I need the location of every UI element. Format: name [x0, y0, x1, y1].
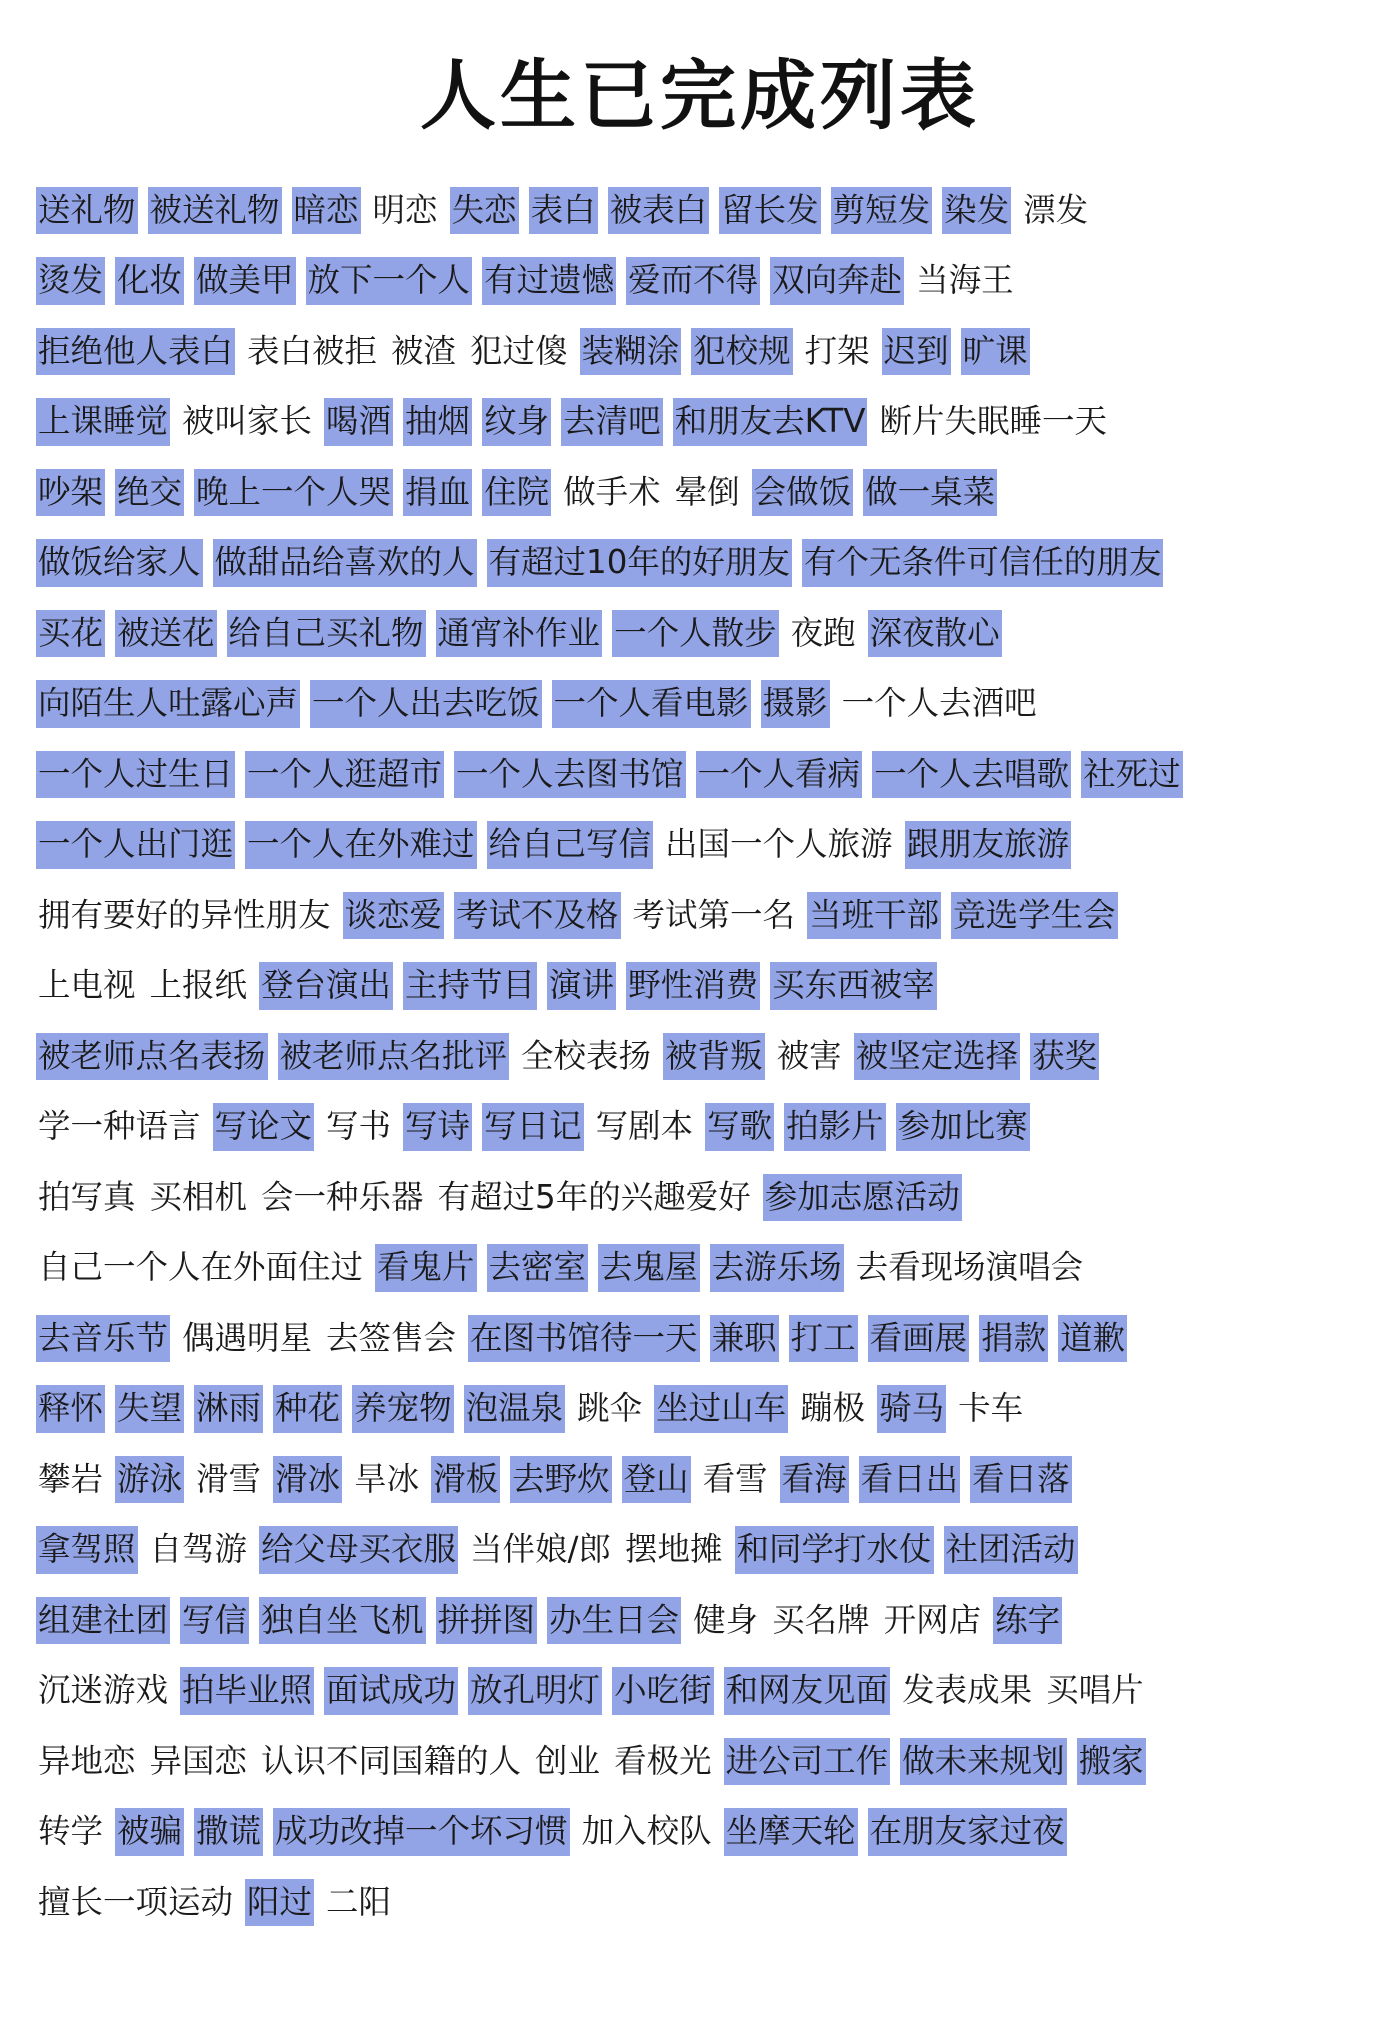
checklist-row	[36, 1444, 1376, 1515]
checklist-item-completed: 坐过山车	[654, 1385, 788, 1433]
checklist-item: 考试第一名	[632, 895, 796, 934]
checklist-item-completed: 被表白	[608, 187, 710, 235]
checklist-item-completed: 一个人出去吃饭	[310, 680, 542, 728]
checklist-item-completed: 游泳	[115, 1456, 184, 1504]
checklist-item-completed: 去野炊	[510, 1456, 612, 1504]
checklist-item: 偶遇明星	[182, 1318, 313, 1357]
checklist-item-completed: 绝交	[115, 469, 184, 517]
checklist-item: 会一种乐器	[261, 1177, 424, 1216]
checklist-item: 晕倒	[674, 472, 740, 511]
checklist-item-completed: 纹身	[482, 398, 551, 446]
checklist-item-completed: 看海	[780, 1456, 849, 1504]
checklist-item-completed: 给父母买衣服	[259, 1526, 458, 1574]
checklist-item-completed: 旷课	[961, 328, 1030, 376]
checklist-row	[36, 739, 1376, 810]
checklist-item-completed: 去密室	[487, 1244, 589, 1292]
checklist-row	[36, 387, 1376, 458]
checklist-item: 买名牌	[772, 1600, 870, 1639]
checklist-item-completed: 一个人过生日	[36, 751, 235, 799]
checklist-item-completed: 向陌生人吐露心声	[36, 680, 300, 728]
checklist-row	[36, 1585, 1376, 1656]
checklist-item-completed: 去清吧	[561, 398, 663, 446]
checklist-item-completed: 做饭给家人	[36, 539, 203, 587]
checklist-item-completed: 给自己买礼物	[227, 610, 426, 658]
checklist-item-completed: 摄影	[761, 680, 830, 728]
checklist-item-completed: 去游乐场	[710, 1244, 844, 1292]
checklist-row	[36, 1656, 1376, 1727]
checklist-item-completed: 和朋友去KTV	[673, 398, 868, 446]
checklist-item-completed: 做一桌菜	[863, 469, 997, 517]
checklist-item-completed: 有个无条件可信任的朋友	[802, 539, 1164, 587]
checklist-item-completed: 拍毕业照	[180, 1667, 314, 1715]
checklist-item-completed: 有过遗憾	[482, 257, 616, 305]
checklist-row	[36, 528, 1376, 599]
checklist-item: 当伴娘/郎	[470, 1530, 611, 1568]
checklist-item: 被害	[776, 1036, 842, 1075]
checklist-item: 看极光	[614, 1741, 712, 1780]
checklist-item-completed: 留长发	[719, 187, 821, 235]
checklist-item: 出国一个人旅游	[665, 825, 893, 863]
checklist-item-completed: 会做饭	[752, 469, 854, 517]
checklist-item: 蹦极	[800, 1389, 866, 1427]
checklist-item: 开网店	[883, 1600, 982, 1639]
checklist-item-completed: 双向奔赴	[770, 257, 904, 305]
checklist-item-completed: 被送花	[115, 610, 217, 658]
checklist-item-completed: 淋雨	[194, 1385, 263, 1433]
checklist-item-completed: 写诗	[403, 1103, 472, 1151]
life-checklist	[36, 175, 1376, 1938]
checklist-row	[36, 598, 1376, 669]
checklist-item: 攀岩	[38, 1459, 104, 1498]
checklist-item-completed: 被背叛	[663, 1033, 765, 1081]
checklist-item-completed: 上课睡觉	[36, 398, 170, 446]
checklist-row	[36, 1092, 1376, 1163]
checklist-item: 漂发	[1023, 190, 1089, 229]
checklist-item: 学一种语言	[38, 1107, 201, 1145]
checklist-row	[36, 1374, 1376, 1445]
checklist-item-completed: 道歉	[1058, 1315, 1127, 1363]
checklist-item-completed: 泡温泉	[464, 1385, 566, 1433]
checklist-item: 打架	[804, 331, 870, 370]
checklist-item: 全校表扬	[521, 1036, 652, 1075]
checklist-item-completed: 被坚定选择	[854, 1033, 1021, 1081]
checklist-item-completed: 搬家	[1077, 1738, 1146, 1786]
checklist-item: 卡车	[958, 1389, 1024, 1427]
checklist-item-completed: 在朋友家过夜	[868, 1808, 1067, 1856]
checklist-item-completed: 拍影片	[784, 1103, 886, 1151]
checklist-item-completed: 当班干部	[807, 892, 941, 940]
checklist-item-completed: 一个人去图书馆	[454, 751, 686, 799]
checklist-item: 有超过5年的兴趣爱好	[437, 1177, 751, 1216]
checklist-item-completed: 喝酒	[324, 398, 393, 446]
checklist-item: 被渣	[391, 331, 457, 370]
checklist-row	[36, 951, 1376, 1022]
checklist-item-completed: 拒绝他人表白	[36, 328, 235, 376]
checklist-item: 买唱片	[1046, 1671, 1144, 1709]
checklist-item-completed: 参加志愿活动	[763, 1174, 962, 1222]
checklist-item-completed: 表白	[529, 187, 598, 235]
checklist-item-completed: 一个人逛超市	[245, 751, 444, 799]
checklist-item-completed: 拿驾照	[36, 1526, 138, 1574]
checklist-row	[36, 457, 1376, 528]
checklist-item-completed: 登台演出	[259, 962, 393, 1010]
checklist-item-completed: 坐摩天轮	[724, 1808, 858, 1856]
checklist-item-completed: 兼职	[710, 1315, 779, 1363]
checklist-item-completed: 在图书馆待一天	[468, 1315, 700, 1363]
checklist-item-completed: 送礼物	[36, 187, 138, 235]
checklist-item-completed: 种花	[273, 1385, 342, 1433]
checklist-row	[36, 1021, 1376, 1092]
checklist-item-completed: 写歌	[705, 1103, 774, 1151]
checklist-item-completed: 化妆	[115, 257, 184, 305]
checklist-item-completed: 一个人看电影	[552, 680, 751, 728]
checklist-item-completed: 野性消费	[626, 962, 760, 1010]
checklist-row	[36, 1162, 1376, 1233]
checklist-item-completed: 一个人出门逛	[36, 821, 235, 869]
checklist-item-completed: 面试成功	[324, 1667, 458, 1715]
checklist-item-completed: 和同学打水仗	[735, 1526, 934, 1574]
checklist-row	[36, 175, 1376, 246]
checklist-item: 表白被拒	[247, 331, 378, 370]
checklist-item-completed: 看日出	[859, 1456, 961, 1504]
checklist-row	[36, 1797, 1376, 1868]
checklist-item-completed: 被送礼物	[148, 187, 282, 235]
checklist-item-completed: 参加比赛	[896, 1103, 1030, 1151]
checklist-item-completed: 有超过10年的好朋友	[487, 539, 792, 587]
checklist-item: 异地恋	[38, 1741, 136, 1780]
checklist-item-completed: 失望	[115, 1385, 184, 1433]
checklist-row	[36, 1515, 1376, 1586]
checklist-item-completed: 和网友见面	[724, 1667, 891, 1715]
checklist-row	[36, 1726, 1376, 1797]
checklist-item: 创业	[535, 1741, 601, 1780]
checklist-item-completed: 剪短发	[831, 187, 933, 235]
checklist-item: 写书	[326, 1107, 392, 1145]
checklist-item: 被叫家长	[182, 402, 313, 440]
page-title: 人生已完成列表	[420, 51, 980, 140]
checklist-item-completed: 暗恋	[292, 187, 361, 235]
checklist-item-completed: 滑板	[431, 1456, 500, 1504]
checklist-item-completed: 通宵补作业	[436, 610, 603, 658]
checklist-item-completed: 深夜散心	[868, 610, 1002, 658]
checklist-item: 跳伞	[577, 1389, 643, 1427]
checklist-item-completed: 失恋	[450, 187, 519, 235]
checklist-item-completed: 考试不及格	[454, 892, 621, 940]
checklist-item: 加入校队	[581, 1812, 712, 1850]
checklist-item-completed: 登山	[622, 1456, 691, 1504]
checklist-item-completed: 跟朋友旅游	[905, 821, 1072, 869]
checklist-item: 买相机	[149, 1177, 248, 1216]
checklist-item: 认识不同国籍的人	[261, 1741, 522, 1780]
checklist-item-completed: 放下一个人	[306, 257, 473, 305]
checklist-item-completed: 被骗	[115, 1808, 184, 1856]
checklist-item: 做手术	[563, 472, 661, 511]
checklist-item-completed: 抽烟	[403, 398, 472, 446]
checklist-item-completed: 写论文	[213, 1103, 315, 1151]
checklist-item: 摆地摊	[625, 1530, 723, 1568]
checklist-item-completed: 染发	[942, 187, 1011, 235]
checklist-item: 旱冰	[354, 1459, 420, 1498]
checklist-item: 夜跑	[790, 613, 856, 652]
checklist-item: 上报纸	[149, 966, 248, 1004]
checklist-item-completed: 一个人散步	[612, 610, 779, 658]
checklist-item: 拍写真	[38, 1177, 136, 1216]
checklist-item-completed: 捐款	[979, 1315, 1048, 1363]
checklist-item: 断片失眠睡一天	[879, 402, 1107, 440]
checklist-item-completed: 做未来规划	[900, 1738, 1067, 1786]
checklist-item: 明恋	[372, 190, 438, 229]
checklist-item-completed: 养宠物	[352, 1385, 454, 1433]
checklist-item-completed: 谈恋爱	[343, 892, 445, 940]
checklist-item-completed: 看画展	[868, 1315, 970, 1363]
checklist-item-completed: 获奖	[1030, 1033, 1099, 1081]
checklist-item-completed: 社死过	[1081, 751, 1183, 799]
checklist-item: 自驾游	[149, 1530, 248, 1568]
checklist-item-completed: 主持节目	[403, 962, 537, 1010]
checklist-item-completed: 放孔明灯	[468, 1667, 602, 1715]
checklist-item-completed: 打工	[789, 1315, 858, 1363]
checklist-item: 发表成果	[902, 1671, 1033, 1709]
checklist-item: 去看现场演唱会	[855, 1248, 1084, 1286]
checklist-item-completed: 被老师点名批评	[278, 1033, 510, 1081]
checklist-item-completed: 滑冰	[273, 1456, 342, 1504]
checklist-item-completed: 骑马	[877, 1385, 946, 1433]
checklist-item-completed: 写信	[180, 1597, 249, 1645]
checklist-row	[36, 1233, 1376, 1304]
checklist-item-completed: 吵架	[36, 469, 105, 517]
checklist-item-completed: 组建社团	[36, 1597, 170, 1645]
checklist-item-completed: 装糊涂	[580, 328, 682, 376]
checklist-item-completed: 迟到	[882, 328, 951, 376]
checklist-item: 拥有要好的异性朋友	[38, 895, 331, 934]
checklist-item: 写剧本	[595, 1107, 694, 1145]
checklist-item-completed: 演讲	[547, 962, 616, 1010]
checklist-item-completed: 烫发	[36, 257, 105, 305]
checklist-item: 异国恋	[149, 1741, 248, 1780]
checklist-item: 看雪	[702, 1459, 768, 1498]
checklist-item-completed: 成功改掉一个坏习惯	[273, 1808, 570, 1856]
checklist-row	[36, 316, 1376, 387]
checklist-item: 当海王	[916, 261, 1014, 299]
checklist-row	[36, 1303, 1376, 1374]
checklist-item-completed: 看鬼片	[375, 1244, 477, 1292]
checklist-item: 上电视	[38, 966, 136, 1004]
checklist-item-completed: 独自坐飞机	[259, 1597, 426, 1645]
checklist-item-completed: 撒谎	[194, 1808, 263, 1856]
checklist-item: 转学	[38, 1812, 104, 1850]
checklist-item: 去签售会	[326, 1318, 457, 1357]
checklist-item-completed: 犯校规	[691, 328, 793, 376]
checklist-row	[36, 1867, 1376, 1938]
checklist-item: 沉迷游戏	[38, 1671, 169, 1709]
checklist-item-completed: 社团活动	[944, 1526, 1078, 1574]
checklist-item-completed: 写日记	[482, 1103, 584, 1151]
checklist-item-completed: 做美甲	[194, 257, 296, 305]
checklist-item-completed: 一个人在外难过	[245, 821, 477, 869]
checklist-item-completed: 练字	[993, 1597, 1062, 1645]
checklist-item-completed: 被老师点名表扬	[36, 1033, 268, 1081]
checklist-item: 一个人去酒吧	[841, 684, 1037, 722]
checklist-item: 犯过傻	[470, 331, 568, 370]
checklist-item-completed: 小吃街	[612, 1667, 714, 1715]
checklist-item-completed: 买东西被宰	[770, 962, 937, 1010]
checklist-item-completed: 爱而不得	[626, 257, 760, 305]
checklist-item: 滑雪	[196, 1459, 262, 1498]
checklist-item-completed: 阳过	[245, 1879, 314, 1927]
checklist-row	[36, 246, 1376, 317]
checklist-item-completed: 一个人看病	[696, 751, 863, 799]
checklist-row	[36, 880, 1376, 951]
checklist-item-completed: 办生日会	[547, 1597, 681, 1645]
checklist-item-completed: 买花	[36, 610, 105, 658]
checklist-item-completed: 一个人去唱歌	[872, 751, 1071, 799]
checklist-item-completed: 给自己写信	[487, 821, 654, 869]
checklist-item: 二阳	[326, 1882, 392, 1921]
checklist-item: 健身	[693, 1600, 759, 1639]
checklist-item: 自己一个人在外面住过	[38, 1248, 364, 1286]
checklist-item-completed: 竞选学生会	[951, 892, 1118, 940]
checklist-item-completed: 捐血	[403, 469, 472, 517]
checklist-item-completed: 看日落	[970, 1456, 1072, 1504]
checklist-item-completed: 晚上一个人哭	[194, 469, 393, 517]
checklist-item: 擅长一项运动	[38, 1882, 234, 1921]
checklist-item-completed: 释怀	[36, 1385, 105, 1433]
checklist-row	[36, 669, 1376, 740]
checklist-row	[36, 810, 1376, 881]
checklist-item-completed: 进公司工作	[724, 1738, 891, 1786]
checklist-item-completed: 去鬼屋	[598, 1244, 700, 1292]
checklist-item-completed: 住院	[482, 469, 551, 517]
checklist-item-completed: 拼拼图	[436, 1597, 538, 1645]
checklist-item-completed: 去音乐节	[36, 1315, 170, 1363]
checklist-item-completed: 做甜品给喜欢的人	[213, 539, 477, 587]
